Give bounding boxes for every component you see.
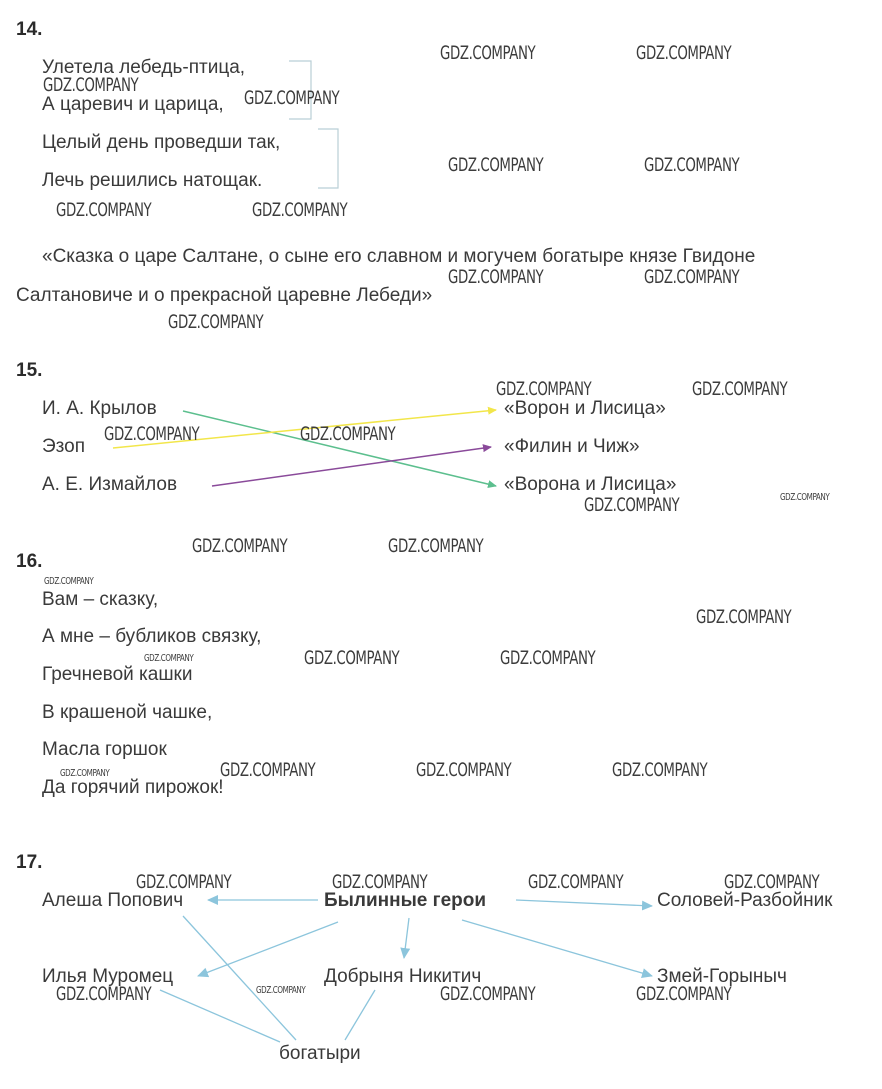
task-14-line-3: Целый день проведши так, <box>42 132 281 153</box>
arrow-to-zmey <box>462 920 652 976</box>
node-zmey-gorynych: Змей-Горыныч <box>657 966 787 987</box>
arrow-to-solovey <box>516 900 652 906</box>
line-alesha-bogatyri <box>183 916 296 1040</box>
task-14-source-line-2: Салтановиче и о прекрасной царевне Лебеди» <box>16 285 433 306</box>
watermark: GDZ.COMPANY <box>440 983 536 1005</box>
task-16-line-6: Да горячий пирожок! <box>42 777 224 798</box>
task-14-line-1: Улетела лебедь-птица, <box>42 57 246 78</box>
watermark: GDZ.COMPANY <box>244 87 340 109</box>
task-15-number: 15. <box>16 360 43 381</box>
task-16-line-4: В крашеной чашке, <box>42 702 213 723</box>
watermark: GDZ.COMPANY <box>56 983 152 1005</box>
watermark: GDZ.COMPANY <box>696 606 792 628</box>
task-17-number: 17. <box>16 852 43 873</box>
watermark: GDZ.COMPANY <box>500 647 596 669</box>
watermark: GDZ.COMPANY <box>252 199 348 221</box>
node-dobrynya-nikitich: Добрыня Никитич <box>324 966 482 987</box>
task-14-number: 14. <box>16 19 43 40</box>
node-bogatyri: богатыри <box>279 1043 361 1064</box>
task-14-line-4: Лечь решились натощак. <box>42 170 263 191</box>
line-ilya-bogatyri <box>160 990 280 1042</box>
watermark: GDZ.COMPANY <box>416 759 512 781</box>
watermark: GDZ.COMPANY <box>220 759 316 781</box>
watermark-small: GDZ.COMPANY <box>44 576 94 587</box>
arrow-to-ilya <box>198 922 338 976</box>
watermark-small: GDZ.COMPANY <box>144 653 194 664</box>
task-16-line-3: Гречневой кашки <box>42 664 193 685</box>
arrow-to-dobrynya <box>404 918 409 958</box>
watermark: GDZ.COMPANY <box>104 423 200 445</box>
node-ilya-muromets: Илья Муромец <box>42 966 174 987</box>
author-izmailov: А. Е. Измайлов <box>42 474 178 495</box>
watermark: GDZ.COMPANY <box>43 74 139 96</box>
watermark: GDZ.COMPANY <box>636 42 732 64</box>
task-14-source-line-1: «Сказка о царе Салтане, о сыне его славном и могучем богатыре князе Гвидоне <box>42 246 756 267</box>
watermark: GDZ.COMPANY <box>644 154 740 176</box>
work-filin-i-chizh: «Филин и Чиж» <box>504 436 640 457</box>
watermark: GDZ.COMPANY <box>692 378 788 400</box>
work-voron-i-lisica: «Ворон и Лисица» <box>504 398 666 419</box>
watermark: GDZ.COMPANY <box>136 871 232 893</box>
watermark: GDZ.COMPANY <box>496 378 592 400</box>
task-14-line-2: А царевич и царица, <box>42 94 224 115</box>
author-krylov: И. А. Крылов <box>42 398 157 419</box>
node-alesha-popovich: Алеша Попович <box>42 890 184 911</box>
task-16-line-5: Масла горшок <box>42 739 167 760</box>
watermark: GDZ.COMPANY <box>168 311 264 333</box>
watermark: GDZ.COMPANY <box>724 871 820 893</box>
watermark: GDZ.COMPANY <box>448 266 544 288</box>
watermark: GDZ.COMPANY <box>636 983 732 1005</box>
watermark: GDZ.COMPANY <box>440 42 536 64</box>
watermark: GDZ.COMPANY <box>612 759 708 781</box>
author-ezop: Эзоп <box>42 436 86 457</box>
task-16-line-1: Вам – сказку, <box>42 589 159 610</box>
watermark: GDZ.COMPANY <box>304 647 400 669</box>
watermark: GDZ.COMPANY <box>192 535 288 557</box>
watermark: GDZ.COMPANY <box>644 266 740 288</box>
watermark-small: GDZ.COMPANY <box>256 985 306 996</box>
node-solovey-razboynik: Соловей-Разбойник <box>657 890 833 911</box>
watermark: GDZ.COMPANY <box>300 423 396 445</box>
watermark: GDZ.COMPANY <box>528 871 624 893</box>
work-vorona-i-lisica: «Ворона и Лисица» <box>504 474 677 495</box>
watermark: GDZ.COMPANY <box>584 494 680 516</box>
watermark: GDZ.COMPANY <box>388 535 484 557</box>
watermark: GDZ.COMPANY <box>56 199 152 221</box>
watermark-small: GDZ.COMPANY <box>780 492 830 503</box>
node-bylinnye-geroi: Былинные герои <box>324 890 487 911</box>
match-izmailov-line <box>212 447 491 486</box>
line-dobrynya-bogatyri <box>345 990 375 1040</box>
watermark: GDZ.COMPANY <box>332 871 428 893</box>
bracket-2 <box>318 129 338 188</box>
watermark-small: GDZ.COMPANY <box>60 768 110 779</box>
task-16-line-2: А мне – бубликов связку, <box>42 626 262 647</box>
task-16-number: 16. <box>16 551 43 572</box>
watermark: GDZ.COMPANY <box>448 154 544 176</box>
